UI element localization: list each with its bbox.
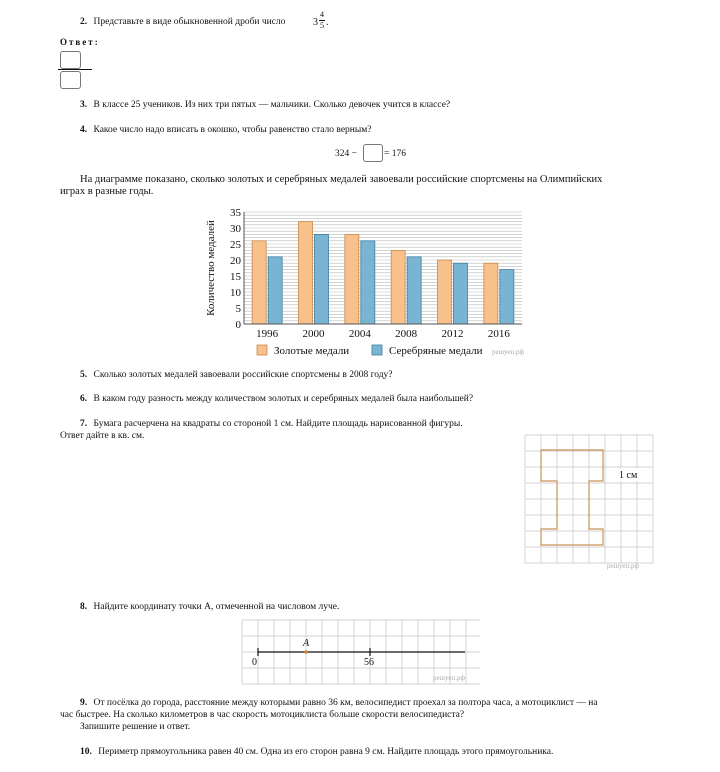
question-text: Представьте в виде обыкновенной дроби число <box>93 17 286 27</box>
question-4 <box>80 124 371 136</box>
number-ray <box>240 618 480 686</box>
silver-bar-1996 <box>268 257 282 324</box>
legend <box>257 345 483 357</box>
y-tick-label: 0 <box>235 319 241 331</box>
ray-mark-label: 56 <box>364 657 374 668</box>
equation-blank-input[interactable] <box>363 144 383 162</box>
chart-grid <box>244 212 522 321</box>
question-10 <box>80 746 553 758</box>
answer-label: Ответ: <box>60 37 100 47</box>
question-8 <box>80 601 339 613</box>
period: . <box>326 17 329 28</box>
y-tick-label: 5 <box>235 303 241 315</box>
legend-label-silver: Серебряные медали <box>389 345 483 357</box>
diagram-intro-line2: играх в разные годы. <box>60 186 154 197</box>
question-3 <box>80 99 450 111</box>
gold-bar-2008 <box>391 250 405 324</box>
question-7 <box>80 418 463 430</box>
question-text: Бумага расчерчена на квадраты со стороной 1 см. Найдите площадь нарисованной фигуры. <box>93 419 463 429</box>
question-number: 4. <box>80 125 88 135</box>
y-tick-label: 25 <box>230 239 241 251</box>
fraction-denominator: 5 <box>320 21 324 30</box>
question-7-line2: Ответ дайте в кв. см. <box>60 431 145 441</box>
x-tick-label: 2016 <box>487 328 510 340</box>
y-axis-label: Количество медалей <box>205 220 217 316</box>
question-number: 5. <box>80 370 88 380</box>
grid-scale-label: 1 см <box>619 470 638 481</box>
question-9-line2: час быстрее. На сколько километров в час скорость мотоциклиста больше скорости велосипедиста? <box>60 710 465 720</box>
y-tick-label: 10 <box>230 287 241 299</box>
answer-fraction-bar <box>58 69 92 70</box>
question-9-line3: Запишите решение и ответ. <box>80 722 191 732</box>
figure-watermark: решуеп.рф <box>607 562 640 570</box>
question-text: Периметр прямоугольника равен 40 см. Одна из его сторон равна 9 см. Найдите площадь этого прямоугольника. <box>98 747 554 757</box>
silver-bar-2008 <box>407 257 421 324</box>
question-number: 7. <box>80 419 88 429</box>
diagram-intro-line1: На диаграмме показано, сколько золотых и серебряных медалей завоевали российские спортсмены на Олимпийских <box>80 174 603 185</box>
x-tick-label: 2000 <box>302 328 325 340</box>
x-tick-label: 2008 <box>395 328 418 340</box>
silver-bar-2004 <box>361 241 375 324</box>
question-6 <box>80 393 473 405</box>
question-9 <box>80 697 598 709</box>
y-tick-label: 35 <box>230 207 241 219</box>
question-text: В каком году разность между количеством золотых и серебряных медалей была наибольшей? <box>93 394 474 404</box>
gold-bar-2016 <box>484 263 498 324</box>
question-text: От посёлка до города, расстояние между которыми равно 36 км, велосипедист проехал за полтора часа, а мотоциклист — на <box>93 698 598 708</box>
silver-bar-2000 <box>315 234 329 324</box>
point-a-label: A <box>303 638 310 649</box>
x-tick-label: 2012 <box>441 328 464 340</box>
medals-chart <box>200 204 530 360</box>
x-tick-labels <box>256 328 510 340</box>
legend-swatch-silver <box>372 345 382 355</box>
y-tick-labels <box>230 207 242 331</box>
question-number: 10. <box>80 747 92 757</box>
gold-bar-2000 <box>299 222 313 324</box>
gold-bar-2012 <box>438 260 452 324</box>
silver-bar-2016 <box>500 270 514 324</box>
chart-watermark: решуеп.рф <box>492 348 525 356</box>
gold-bar-2004 <box>345 234 359 324</box>
ray-zero-label: 0 <box>252 657 257 668</box>
y-tick-label: 30 <box>230 223 241 235</box>
x-tick-label: 1996 <box>256 328 279 340</box>
question-number: 9. <box>80 698 88 708</box>
mixed-number-whole: 3 <box>313 17 318 28</box>
x-tick-label: 2004 <box>348 328 371 340</box>
question-5 <box>80 369 393 381</box>
gold-bar-1996 <box>252 241 266 324</box>
answer-numerator-input[interactable] <box>60 51 81 69</box>
question-number: 2. <box>80 17 88 27</box>
y-tick-label: 20 <box>230 255 241 267</box>
question-2 <box>80 16 285 28</box>
figure-grid <box>524 434 654 574</box>
fraction-numerator: 4 <box>320 10 324 19</box>
question-text: В классе 25 учеников. Из них три пятых — мальчики. Сколько девочек учится в классе? <box>93 100 451 110</box>
question-text: Какое число надо вписать в окошко, чтобы равенство стало верным? <box>93 125 372 135</box>
question-number: 8. <box>80 602 88 612</box>
equation-right: = 176 <box>384 149 406 159</box>
ray-watermark: решуеп.рф <box>433 674 466 682</box>
equation-left: 324 − <box>335 149 357 159</box>
question-text: Сколько золотых медалей завоевали российские спортсмены в 2008 году? <box>93 370 393 380</box>
answer-denominator-input[interactable] <box>60 71 81 89</box>
question-number: 6. <box>80 394 88 404</box>
y-tick-label: 15 <box>230 271 241 283</box>
point-a-dot <box>304 650 308 654</box>
question-text: Найдите координату точки A, отмеченной на числовом луче. <box>93 602 340 612</box>
legend-swatch-gold <box>257 345 267 355</box>
silver-bar-2012 <box>454 263 468 324</box>
legend-label-gold: Золотые медали <box>274 345 350 357</box>
question-number: 3. <box>80 100 88 110</box>
